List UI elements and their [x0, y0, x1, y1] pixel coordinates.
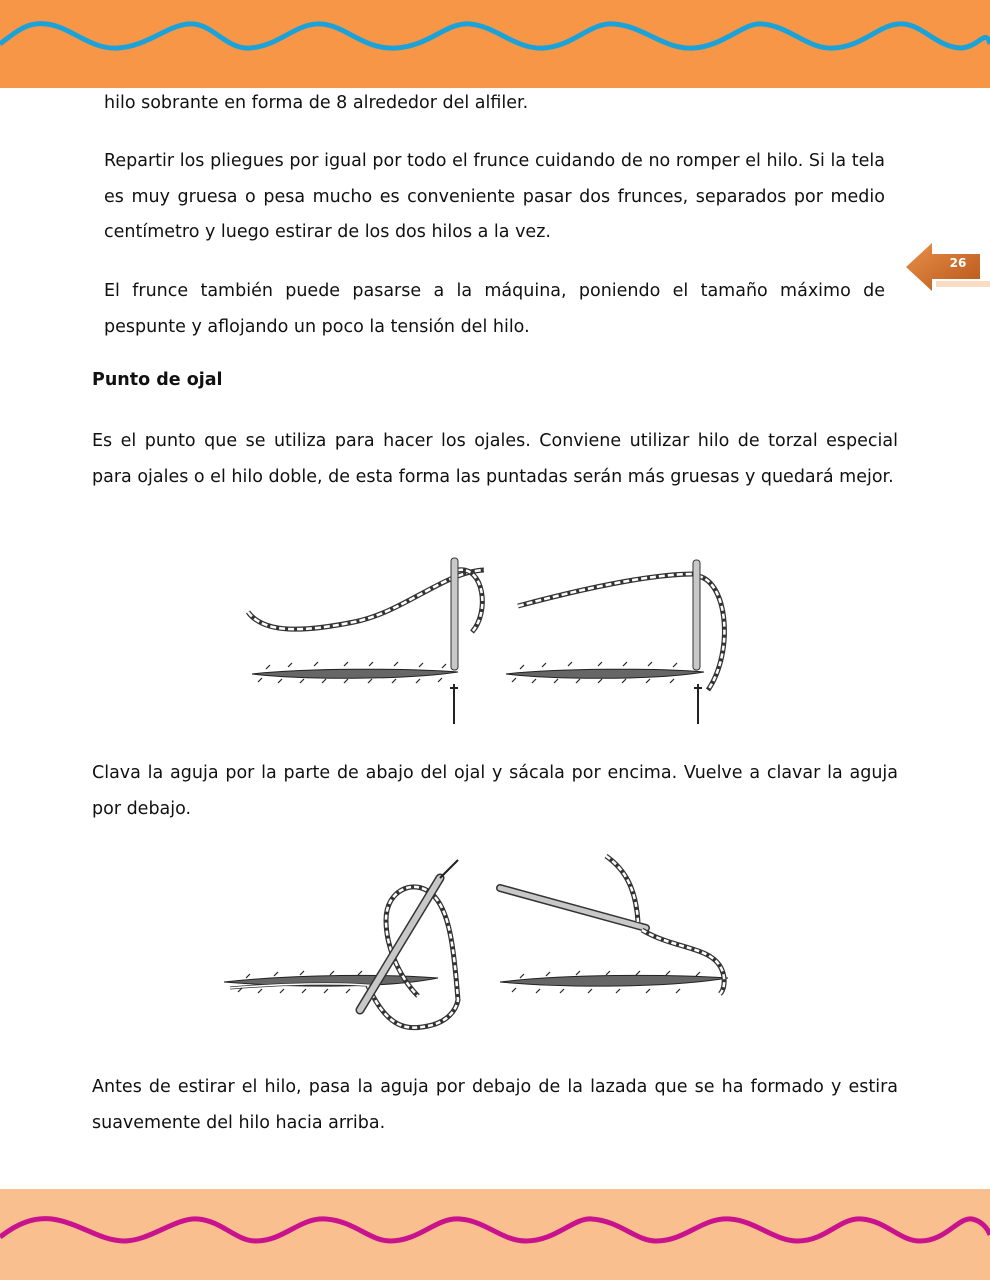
figure2-caption: Antes de estirar el hilo, pasa la aguja por debajo de la lazada que se ha formado y estira suavemente del hilo hacia arriba. [92, 1077, 898, 1133]
section-heading: Punto de ojal [92, 370, 223, 390]
header-wave-decoration [0, 18, 990, 52]
loop-panel-2 [500, 856, 728, 994]
footer-wave-decoration [0, 1215, 990, 1245]
stitch-panel-1 [248, 558, 484, 724]
stitch-panel-2 [506, 560, 724, 724]
footer-band [0, 1189, 990, 1280]
figure1-caption: Clava la aguja por la parte de abajo del ojal y sácala por encima. Vuelve a clavar la aguja por debajo. [92, 763, 898, 819]
page-number-tab [906, 243, 990, 291]
paragraph-machine-gather: El frunce también puede pasarse a la máquina, poniendo el tamaño máximo de pespunte y aflojando un poco la tensión del hilo. [104, 281, 885, 337]
header-band [0, 0, 990, 88]
paragraph-continuation: hilo sobrante en forma de 8 alrededor del alfiler. [104, 93, 529, 113]
paragraph-buttonhole-intro: Es el punto que se utiliza para hacer los ojales. Conviene utilizar hilo de torzal especial para ojales o el hilo doble, de esta forma las puntadas serán más gruesas y quedará mejor. [92, 431, 898, 487]
paragraph-pleats: Repartir los pliegues por igual por todo el frunce cuidando de no romper el hilo. Si la tela es muy gruesa o pesa mucho es conveniente pasar dos frunces, separados por medio centímetro y luego estirar de los dos hilos a la vez. [104, 151, 885, 242]
page-number: 26 [949, 256, 967, 270]
needle-under-loop-illustration [218, 850, 748, 1036]
needle-through-buttonhole-illustration [244, 552, 744, 728]
loop-panel-1 [224, 860, 458, 1028]
